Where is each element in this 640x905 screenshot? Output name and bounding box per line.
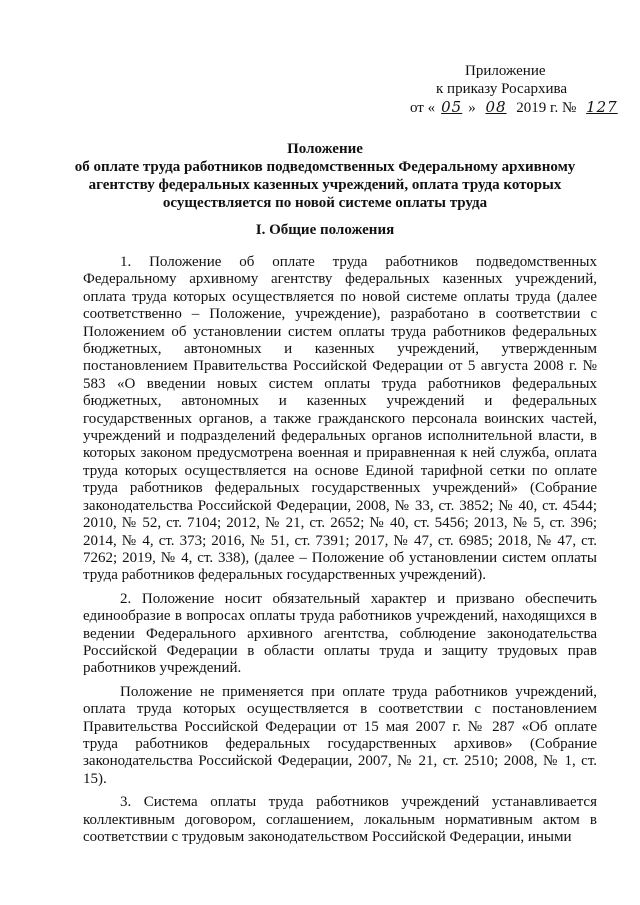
title-line-1: Положение — [287, 141, 363, 157]
title-line-4: осуществляется по новой системе оплаты труда — [162, 195, 488, 211]
paragraph-1: 1. Положение об оплате труда работников подведомственных Федеральному архивному агентству федеральных казенных учреждений, оплата труда которых осуществляется по новой системе оплаты труда (далее соответственно – Положение, учреждение), разработано в соответствии с Положением об установлении систем оплаты труда работников федеральных бюджетных, автономных и казенных учреждений, утвержденным постановлением Правительства Российской Федерации от 5 августа 2008 г. № 583 «О введении новых систем оплаты труда работников федеральных бюджетных, автономных и казенных учреждений и федеральных государственных органов, а также гражданского персонала воинских частей, учреждений и подразделений федеральных органов исполнительной власти, в которых законом предусмотрена военная и приравненная к ней служба, оплата труда которых осуществляется на основе Единой тарифной сетки по оплате труда работников федеральных государственных учреждений» (Собрание законодательства Российской Федерации, 2008, № 33, ст. 3852; № 40, ст. 4544; 2010, № 52, ст. 7104; 2012, № 21, ст. 2652; № 40, ст. 5456; 2013, № 5, ст. 396; 2014, № 4, ст. 373; 2016, № 51, ст. 7391; 2017, № 47, ст. 6985; 2018, № 47, ст. 7262; 2019, № 4, ст. 338), (далее – Положение об установлении систем оплаты труда работников федеральных государственных учреждений). — [83, 254, 597, 584]
paragraph-4: 3. Система оплаты труда работников учреждений устанавливается коллективным договором, соглашением, локальным нормативным актом в соответствии с трудовым законодательством Российской Федерации, иными — [83, 794, 597, 845]
date-prefix: от « — [410, 100, 436, 116]
date-mid: » — [468, 100, 476, 116]
handwritten-day: 05 — [441, 98, 463, 116]
title-line-3: агентству федеральных казенных учреждений, оплата труда которых — [88, 177, 562, 193]
paragraph-3: Положение не применяется при оплате труда работников учреждений, оплата труда которых осуществляется в соответствии с постановлением Правительства Российской Федерации от 15 мая 2007 г. № 287 «Об оплате труда работников федеральных государственных архивов» (Собрание законодательства Российской Федерации, 2007, № 21, ст. 2510; 2008, № 1, ст. 15). — [83, 683, 597, 787]
document-title — [60, 140, 590, 212]
appendix-header — [410, 62, 618, 117]
handwritten-order-number: 127 — [586, 98, 618, 116]
paragraph-2: 2. Положение носит обязательный характер и призвано обеспечить единообразие в вопросах оплаты труда работников учреждений, находящихся в ведении Федерального архивного агентства, соблюдение законодательства Российской Федерации в области оплаты труда и защиту трудовых прав работников учреждений. — [83, 590, 597, 677]
order-date-line — [410, 98, 618, 117]
title-line-2: об оплате труда работников подведомственных Федеральному архивному — [74, 159, 576, 175]
document-body — [83, 254, 597, 852]
appendix-label: Приложение — [465, 63, 546, 79]
section-heading: I. Общие положения — [255, 222, 395, 238]
handwritten-month: 08 — [485, 98, 507, 116]
order-reference: к приказу Росархива — [436, 81, 568, 97]
date-year: 2019 г. № — [516, 100, 577, 116]
